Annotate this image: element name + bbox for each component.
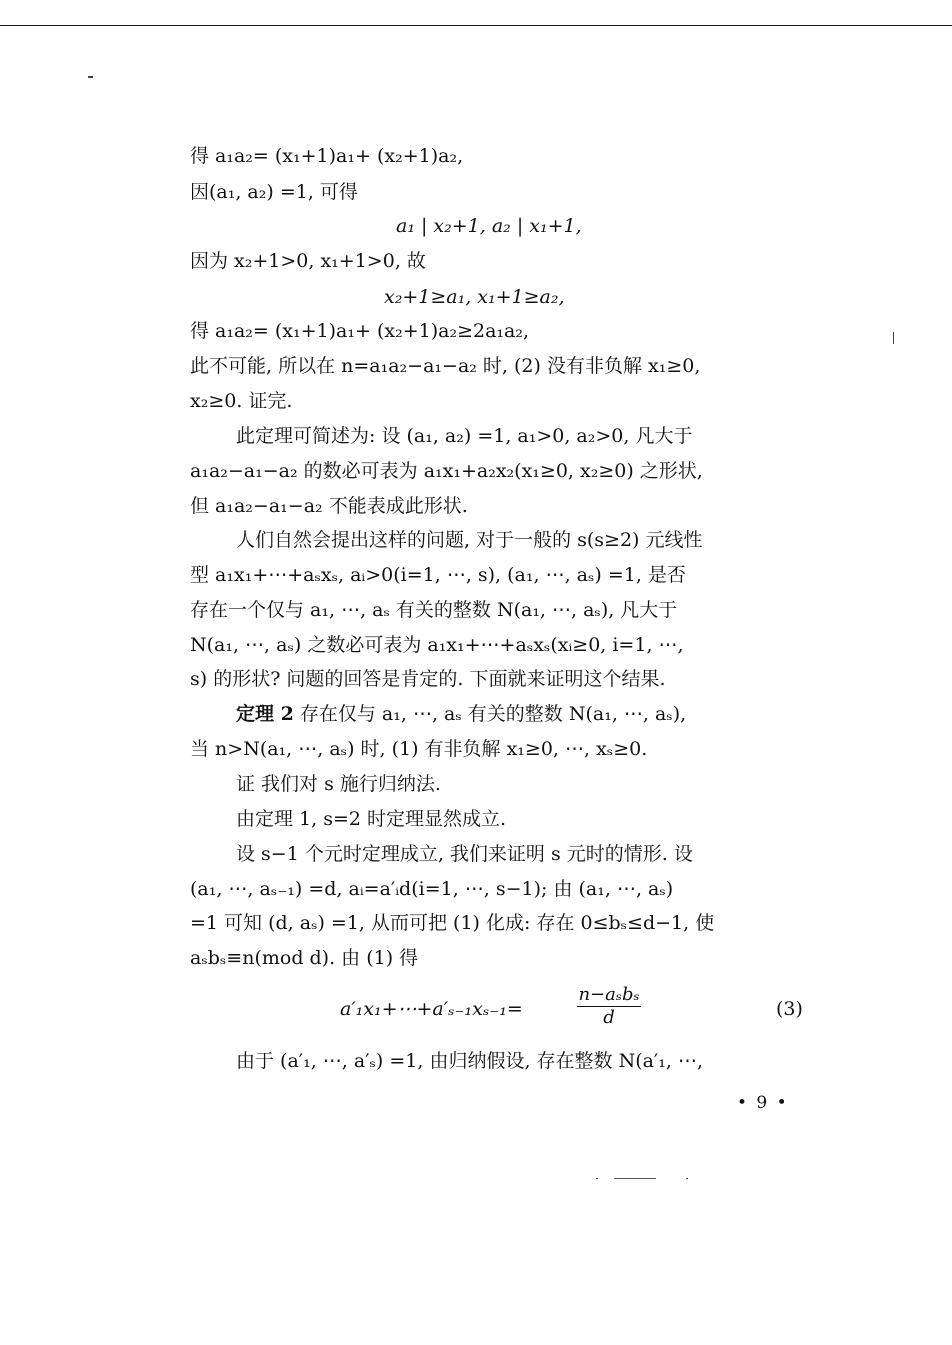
- text-line: 人们自然会提出这样的问题, 对于一般的 s(s≥2) 元线性: [236, 529, 703, 551]
- text-line: x₂≥0. 证完.: [190, 390, 293, 412]
- text-line: 型 a₁x₁+⋯+aₛxₛ, aᵢ>0(i=1, ⋯, s), (a₁, ⋯, aₛ) =1, 是否: [190, 564, 686, 586]
- theorem-line: [236, 702, 686, 726]
- theorem-label: 定理 2: [236, 703, 294, 725]
- fraction-numerator: n−aₛbₛ: [578, 984, 640, 1005]
- text-line: a₁a₂−a₁−a₂ 的数必可表为 a₁x₁+a₂x₂(x₁≥0, x₂≥0) 之形状,: [190, 460, 703, 482]
- text-line: 存在一个仅与 a₁, ⋯, aₛ 有关的整数 N(a₁, ⋯, aₛ), 凡大于: [190, 599, 678, 621]
- scan-mark: [614, 1178, 656, 1179]
- scan-speck: [893, 332, 894, 344]
- equation-line: a₁ | x₂+1, a₂ | x₁+1,: [396, 215, 582, 237]
- top-rule: [0, 25, 952, 26]
- scan-speck: [88, 76, 93, 78]
- text-line: 因为 x₂+1>0, x₁+1>0, 故: [190, 250, 426, 272]
- scan-speck: [686, 1178, 688, 1179]
- text-line: 设 s−1 个元时定理成立, 我们来证明 s 元时的情形. 设: [236, 843, 693, 865]
- fraction-denominator: d: [603, 1007, 615, 1028]
- text-line: N(a₁, ⋯, aₛ) 之数必可表为 a₁x₁+⋯+aₛxₛ(xᵢ≥0, i=1, ⋯,: [190, 634, 684, 656]
- text-line: 此定理可简述为: 设 (a₁, a₂) =1, a₁>0, a₂>0, 凡大于: [236, 425, 693, 447]
- text-line: (a₁, ⋯, aₛ₋₁) =d, aᵢ=a′ᵢd(i=1, ⋯, s−1); 由 (a₁, ⋯, aₛ): [190, 878, 674, 900]
- text-line: s) 的形状? 问题的回答是肯定的. 下面就来证明这个结果.: [190, 668, 666, 690]
- text-line: 证 我们对 s 施行归纳法.: [236, 773, 441, 795]
- text-line: 因(a₁, a₂) =1, 可得: [190, 181, 358, 203]
- scan-speck: [596, 1178, 598, 1179]
- text-line: 此不可能, 所以在 n=a₁a₂−a₁−a₂ 时, (2) 没有非负解 x₁≥0,: [190, 355, 701, 377]
- equation-lhs: a′₁x₁+⋯+a′ₛ₋₁xₛ₋₁=: [340, 998, 523, 1020]
- equation-line: x₂+1≥a₁, x₁+1≥a₂,: [384, 286, 565, 308]
- text-line: 由定理 1, s=2 时定理显然成立.: [236, 808, 507, 830]
- text-line: aₛbₛ≡n(mod d). 由 (1) 得: [190, 947, 419, 969]
- theorem-statement: 存在仅与 a₁, ⋯, aₛ 有关的整数 N(a₁, ⋯, aₛ),: [293, 703, 687, 725]
- equation-number: (3): [776, 998, 803, 1020]
- text-line: =1 可知 (d, aₛ) =1, 从而可把 (1) 化成: 存在 0≤bₛ≤d−1, 使: [190, 912, 715, 934]
- fraction: [577, 984, 641, 1029]
- text-line: 得 a₁a₂= (x₁+1)a₁+ (x₂+1)a₂≥2a₁a₂,: [190, 320, 530, 342]
- page-number: • 9 •: [737, 1093, 789, 1113]
- text-line: 但 a₁a₂−a₁−a₂ 不能表成此形状.: [190, 495, 468, 517]
- text-line: 由于 (a′₁, ⋯, a′ₛ) =1, 由归纳假设, 存在整数 N(a′₁, ⋯,: [236, 1050, 703, 1072]
- text-line: 当 n>N(a₁, ⋯, aₛ) 时, (1) 有非负解 x₁≥0, ⋯, xₛ≥0.: [190, 738, 648, 760]
- text-line: 得 a₁a₂= (x₁+1)a₁+ (x₂+1)a₂,: [190, 145, 464, 167]
